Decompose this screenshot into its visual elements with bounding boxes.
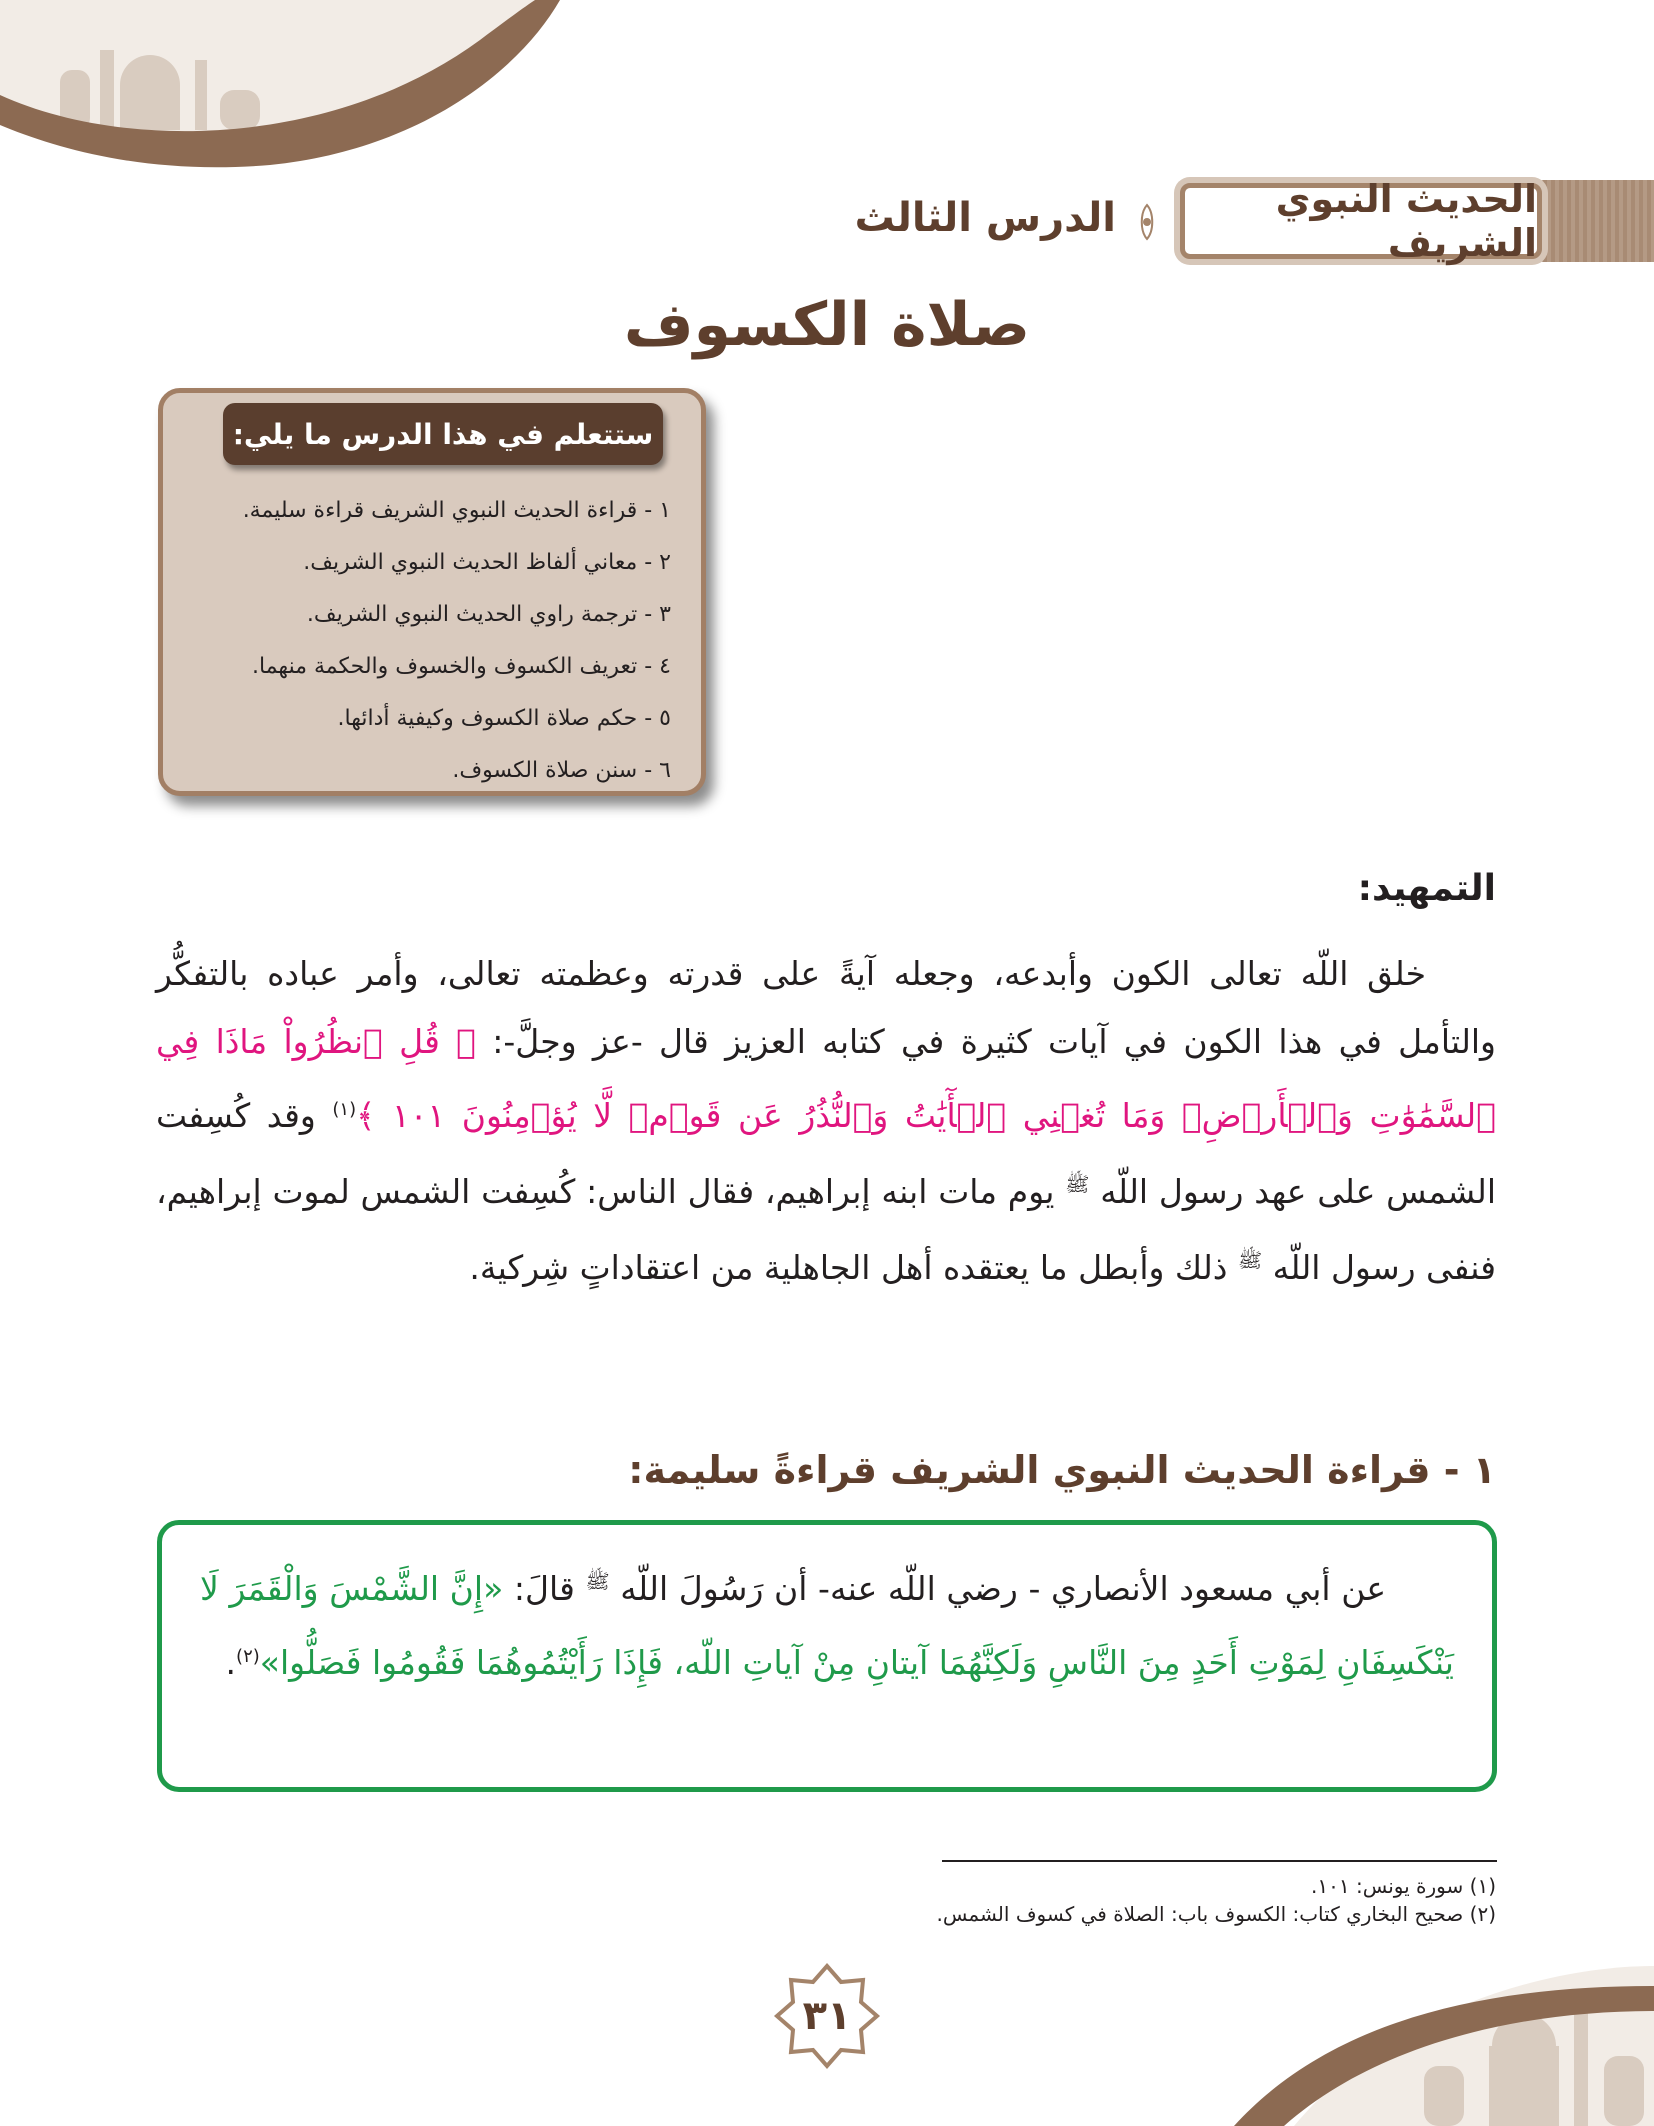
intro-text-part3: يوم مات ابنه إبراهيم، فقال الناس: كُسِفت الشمس لموت إبراهيم، فنفى رسول اللّه	[156, 1172, 1496, 1287]
page-number: ٣١	[802, 1993, 852, 2039]
objective-item: ٣ - ترجمة راوي الحديث النبوي الشريف.	[306, 602, 671, 627]
ornament-icon	[1132, 203, 1162, 241]
section-heading: ١ - قراءة الحديث النبوي الشريف قراءةً سليمة:	[628, 1448, 1496, 1492]
footnote-ref-2[interactable]: (٢)	[236, 1646, 260, 1667]
intro-paragraph	[156, 940, 1496, 1302]
objective-item: ٢ - معاني ألفاظ الحديث النبوي الشريف.	[303, 550, 671, 575]
intro-heading: التمهيد:	[1357, 868, 1496, 909]
footnotes	[937, 1872, 1496, 1928]
hadith-paragraph	[200, 1547, 1454, 1697]
footnote-2: (٢) صحيح البخاري كتاب: الكسوف باب: الصلاة في كسوف الشمس.	[936, 1902, 1496, 1926]
corner-decoration-top	[0, 0, 560, 180]
corner-decoration-bottom	[1094, 1926, 1654, 2126]
subject-banner	[1180, 177, 1542, 265]
quran-verse: ﴿ قُلِ ٱنظُرُواْ مَاذَا فِي ٱلسَّمَٰوَٰتِ وَٱلۡأَرۡضِۚ وَمَا تُغۡنِي ٱلۡأٓيَٰتُ وَٱلنُّذُرُ عَن قَوۡمٖ لَّا يُؤۡمِنُونَ ١٠١ ﴾	[156, 1022, 1497, 1135]
hadith-said: قالَ:	[503, 1569, 586, 1608]
hadith-narrator: عن أبي مسعود الأنصاري - رضي اللّه عنه- أن رَسُولَ اللّه	[609, 1569, 1387, 1608]
lesson-title: صلاة الكسوف	[623, 290, 1031, 360]
objectives-title: ستتعلم في هذا الدرس ما يلي:	[232, 417, 654, 451]
subject-title: الحديث النبوي الشريف	[1275, 177, 1537, 265]
header-stripe-decoration	[1539, 180, 1654, 262]
hadith-end: .	[225, 1643, 237, 1682]
intro-text-part1: خلق اللّه تعالى الكون وأبدعه، وجعله آيةً على قدرته وعظمته تعالى، وأمر عباده بالتفكُّر والتأمل في هذا الكون في آيات كثيرة في كتابه العزيز قال -عز وجلَّ-:	[156, 954, 1496, 1061]
salutation-glyph: ﷺ	[585, 1569, 610, 1593]
objective-item: ٥ - حكم صلاة الكسوف وكيفية أدائها.	[337, 706, 671, 731]
salutation-glyph: ﷺ	[1065, 1172, 1090, 1196]
intro-text-part4: ذلك وأبطل ما يعتقده أهل الجاهلية من اعتقاداتٍ شِركية.	[469, 1248, 1238, 1287]
objective-item: ١ - قراءة الحديث النبوي الشريف قراءة سليمة.	[242, 498, 671, 523]
hadith-text: «إِنَّ الشَّمْسَ وَالْقَمَرَ لَا يَنْكَسِفَانِ لِمَوْتِ أَحَدٍ مِنَ النَّاسِ وَلَكِنَّهُمَا آيتانِ مِنْ آياتِ اللّه، فَإِذَا رَأَيْتُمُوهُمَا فَقُومُوا فَصَلُّوا»	[200, 1569, 1454, 1682]
objectives-title-badge	[223, 403, 663, 465]
footnote-1: (١) سورة يونس: ١٠١.	[1311, 1874, 1496, 1898]
objective-item: ٦ - سنن صلاة الكسوف.	[452, 758, 671, 783]
salutation-glyph: ﷺ	[1237, 1248, 1263, 1272]
hadith-box	[157, 1520, 1497, 1792]
intro-text-part2: وقد كُسِفت الشمس على عهد رسول اللّه	[156, 1096, 1496, 1211]
objectives-box	[158, 388, 706, 796]
footnote-divider	[942, 1860, 1497, 1862]
lesson-number: الدرس الثالث	[854, 195, 1116, 241]
footnote-ref-1[interactable]: (١)	[332, 1099, 357, 1120]
objective-item: ٤ - تعريف الكسوف والخسوف والحكمة منهما.	[252, 654, 671, 679]
objectives-list	[183, 485, 671, 797]
